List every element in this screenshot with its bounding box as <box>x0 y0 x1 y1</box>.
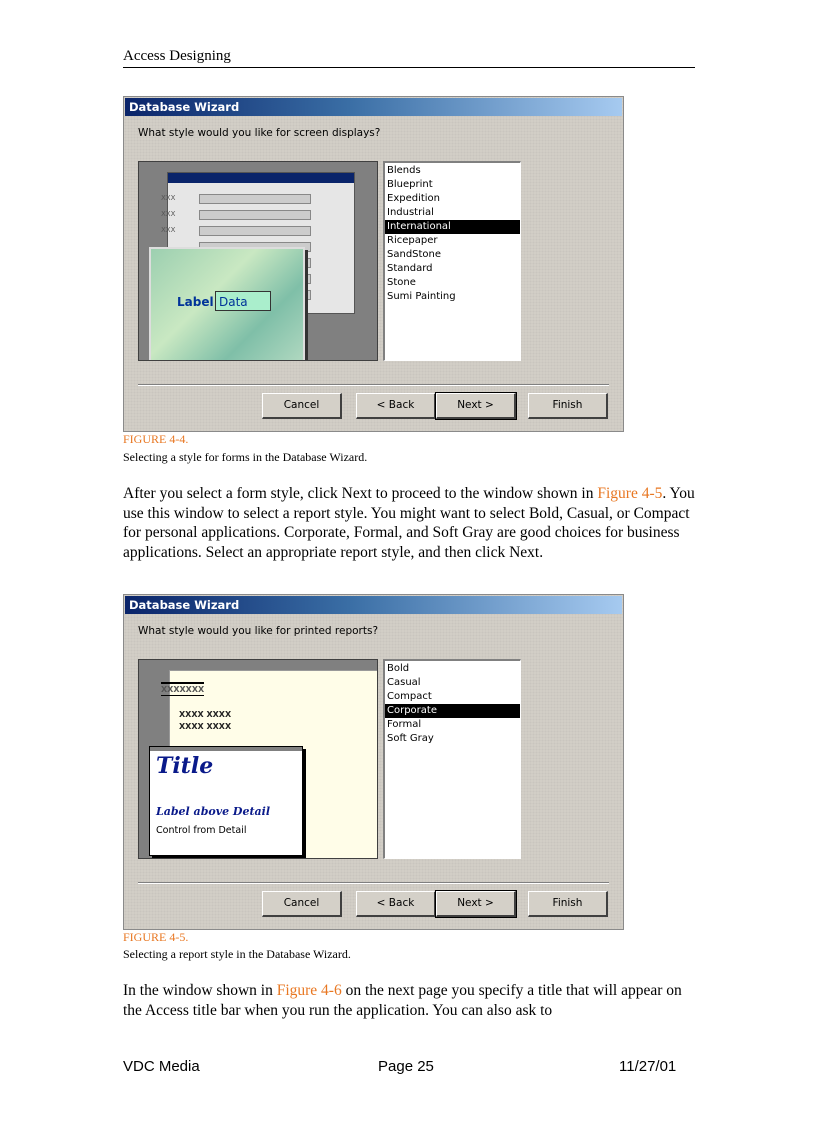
dialog-titlebar: Database Wizard <box>125 596 622 614</box>
cancel-button[interactable]: Cancel <box>262 393 342 419</box>
finish-button[interactable]: Finish <box>528 393 608 419</box>
preview-report-row: XXXX XXXX <box>179 710 232 719</box>
dialog-prompt: What style would you like for screen displays? <box>138 127 381 139</box>
body-paragraph <box>123 981 698 1020</box>
preview-report-row: XXXX XXXX <box>179 722 232 731</box>
preview-report-header: XXXXXXX <box>161 682 204 696</box>
paragraph-text: After you select a form style, click Next to proceed to the window shown in <box>123 485 598 502</box>
footer-page-number: Page 25 <box>378 1058 434 1075</box>
style-option[interactable]: Blends <box>387 165 421 176</box>
preview-control: Control from Detail <box>156 825 247 836</box>
preview-field <box>199 226 311 236</box>
style-option[interactable]: Standard <box>387 263 433 274</box>
preview-row-label: XXX <box>161 226 176 234</box>
body-paragraph <box>123 484 698 562</box>
preview-label: Label <box>177 295 214 309</box>
page-header: Access Designing <box>123 48 695 68</box>
preview-form-front <box>149 247 305 361</box>
preview-report-title: Title <box>156 753 214 779</box>
cancel-button[interactable]: Cancel <box>262 891 342 917</box>
style-option[interactable]: Stone <box>387 277 416 288</box>
figure-label: FIGURE 4-5. <box>123 930 189 944</box>
style-option[interactable]: Bold <box>387 663 410 674</box>
finish-button[interactable]: Finish <box>528 891 608 917</box>
dialog-prompt: What style would you like for printed reports? <box>138 625 379 637</box>
report-style-wizard-dialog <box>123 594 624 930</box>
style-option[interactable]: Expedition <box>387 193 441 204</box>
style-option[interactable]: SandStone <box>387 249 442 260</box>
style-option[interactable]: Casual <box>387 677 421 688</box>
preview-field <box>199 210 311 220</box>
style-option[interactable]: Corporate <box>385 704 520 718</box>
back-button[interactable]: < Back <box>356 891 436 917</box>
preview-report-front <box>149 746 303 856</box>
form-style-wizard-dialog <box>123 96 624 432</box>
preview-row-label: XXX <box>161 210 176 218</box>
dialog-separator <box>138 882 609 884</box>
style-option[interactable]: Formal <box>387 719 422 730</box>
next-button[interactable]: Next > <box>436 393 516 419</box>
paragraph-text: . You use this window to select a report style. You might want to select Bold, Casual, or Compact for personal applications. Corporate, Formal, and Soft Gray are good choices for business applications. Select an appropriate report style, and then click Next. <box>123 485 695 561</box>
footer-publisher: VDC Media <box>123 1058 200 1075</box>
figure-link[interactable]: Figure 4-5 <box>597 485 663 502</box>
preview-row-label: XXX <box>161 194 176 202</box>
footer-date: 11/27/01 <box>619 1058 677 1075</box>
report-style-listbox[interactable] <box>383 659 521 859</box>
dialog-separator <box>138 384 609 386</box>
paragraph-text: on the next page you specify a title that will appear on the Access title bar when you run the application. You can also ask to <box>123 982 682 1019</box>
style-option[interactable]: International <box>385 220 520 234</box>
report-style-preview <box>138 659 378 859</box>
style-option[interactable]: Sumi Painting <box>387 291 456 302</box>
figure-caption: Selecting a style for forms in the Database Wizard. <box>123 450 368 464</box>
dialog-titlebar: Database Wizard <box>125 98 622 116</box>
style-option[interactable]: Compact <box>387 691 432 702</box>
style-option[interactable]: Ricepaper <box>387 235 438 246</box>
preview-data-box: Data <box>215 291 271 311</box>
style-option[interactable]: Soft Gray <box>387 733 434 744</box>
form-style-listbox[interactable] <box>383 161 521 361</box>
figure-caption: Selecting a report style in the Database Wizard. <box>123 947 351 961</box>
figure-link[interactable]: Figure 4-6 <box>276 982 342 999</box>
style-option[interactable]: Blueprint <box>387 179 433 190</box>
paragraph-text: In the window shown in <box>123 982 277 999</box>
form-style-preview <box>138 161 378 361</box>
back-button[interactable]: < Back <box>356 393 436 419</box>
figure-label: FIGURE 4-4. <box>123 432 189 446</box>
preview-field <box>199 194 311 204</box>
preview-label-above: Label above Detail <box>156 805 271 818</box>
next-button[interactable]: Next > <box>436 891 516 917</box>
style-option[interactable]: Industrial <box>387 207 434 218</box>
